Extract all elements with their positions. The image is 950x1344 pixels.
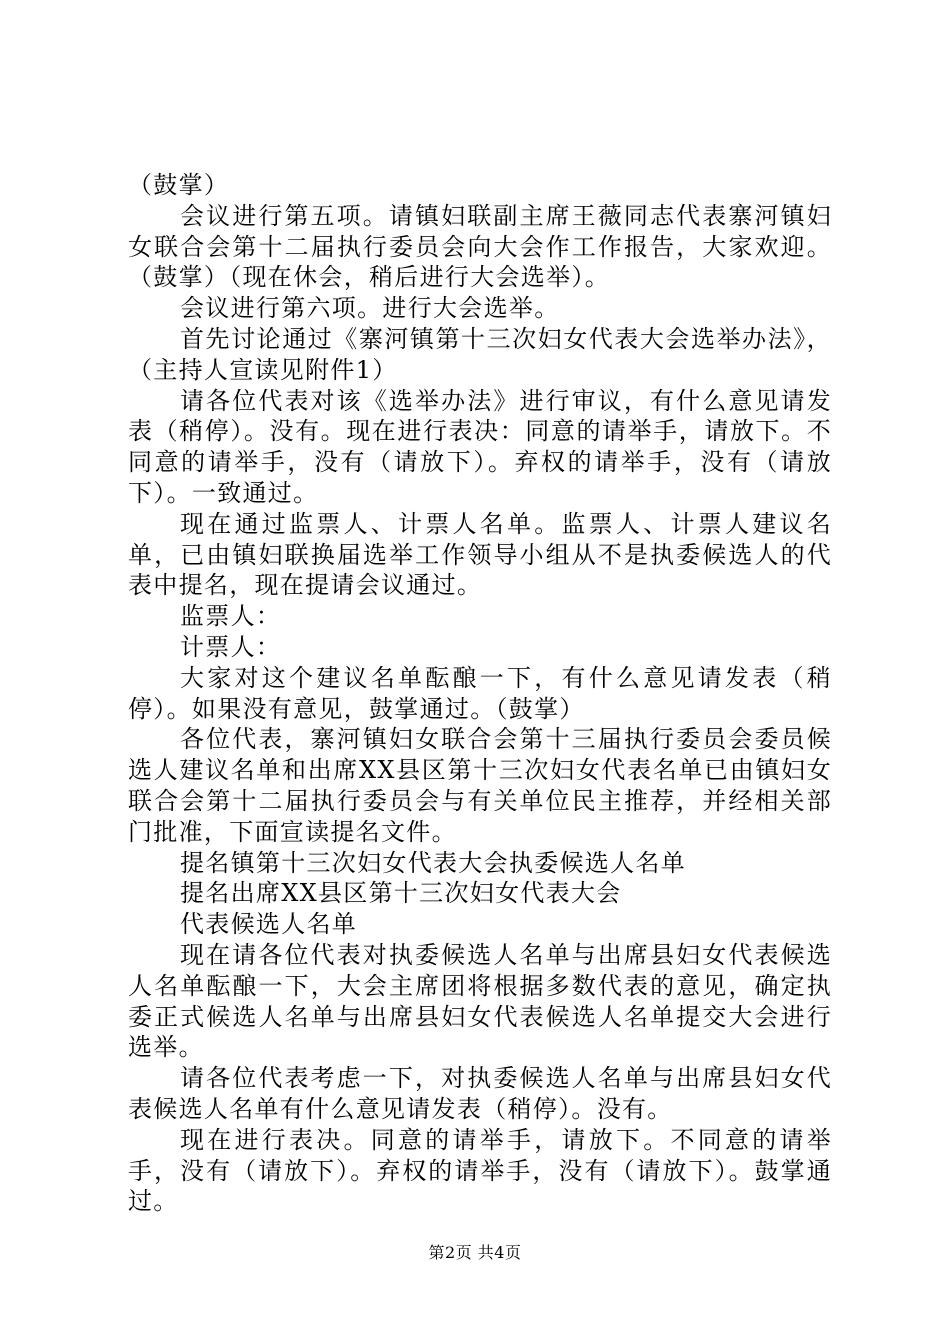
paragraph-nomination-title-3: 代表候选人名单 [180,910,358,939]
paragraph-deliberate: 现在请各位代表对执委候选人名单与出席县妇女代表候选人名单酝酿一下，大会主席团将根据多数代表的意见，确定执委正式候选人名单与出席县妇女代表候选人名单提交大会进行选举。 [128,940,832,1062]
paragraph-nomination-title-2: 提名出席XX县区第十三次妇女代表大会 [180,879,622,908]
paragraph-review-vote: 请各位代表对该《选举办法》进行审议，有什么意见请发表（稍停）。没有。现在进行表决：同意的请举手，请放下。不同意的请举手，没有（请放下）。弃权的请举手，没有（请放下）。一致通过。 [128,386,832,507]
paragraph-discuss-list: 大家对这个建议名单酝酿一下，有什么意见请发表（稍停）。如果没有意见，鼓掌通过。（鼓掌） [128,663,832,723]
paragraph-election-method: 首先讨论通过《寨河镇第十三次妇女代表大会选举办法》，（主持人宣读见附件1） [128,324,832,384]
paragraph-nomination-title-1: 提名镇第十三次妇女代表大会执委候选人名单 [180,848,686,877]
paragraph-applause: （鼓掌） [128,171,230,199]
paragraph-tellers-list: 现在通过监票人、计票人名单。监票人、计票人建议名单，已由镇妇联换届选举工作领导小组从不是执委候选人的代表中提名，现在提请会议通过。 [128,509,832,600]
paragraph-item-six: 会议进行第六项。进行大会选举。 [180,294,560,323]
paragraph-scrutineer: 监票人： [180,602,282,631]
paragraph-consider: 请各位代表考虑一下，对执委候选人名单与出席县妇女代表候选人名单有什么意见请发表（稍停）。没有。 [128,1064,832,1123]
paragraph-counter: 计票人： [180,632,282,661]
paragraph-final-vote: 现在进行表决。同意的请举手，请放下。不同意的请举手，没有（请放下）。弃权的请举手，没有（请放下）。鼓掌通过。 [128,1125,832,1216]
paragraph-item-five: 会议进行第五项。请镇妇联副主席王薇同志代表寨河镇妇女联合会第十二届执行委员会向大会作工作报告，大家欢迎。（鼓掌）（现在休会，稍后进行大会选举）。 [128,201,832,292]
paragraph-candidates-intro: 各位代表，寨河镇妇女联合会第十三届执行委员会委员候选人建议名单和出席XX县区第十三次妇女代表名单已由镇妇女联合会第十二届执行委员会与有关单位民主推荐，并经相关部门批准，下面宣读提名文件。 [128,725,832,846]
page-footer: 第2页 共4页 [428,1243,522,1262]
document-body [128,170,832,1217]
